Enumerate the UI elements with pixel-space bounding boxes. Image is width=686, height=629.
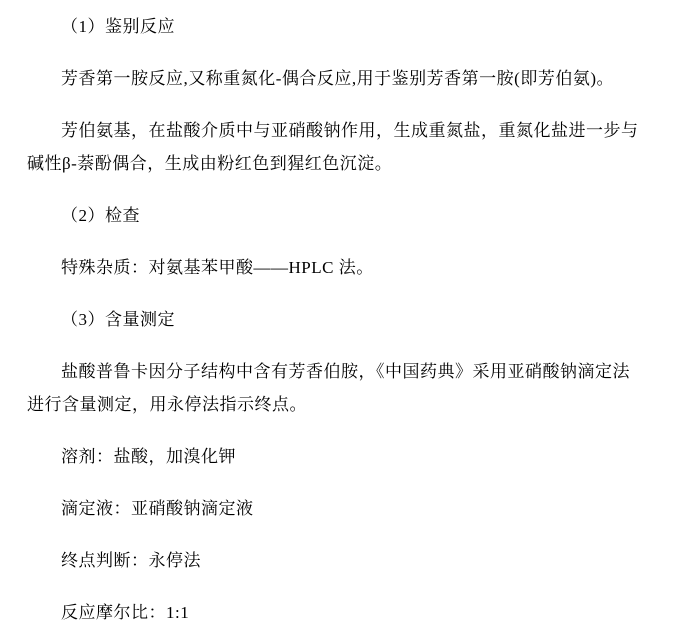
paragraph-aromatic-primary-amine: 芳香第一胺反应,又称重氮化-偶合反应,用于鉴别芳香第一胺(即芳伯氨)。 [61, 69, 614, 88]
paragraph-diazotization-coupling: 芳伯氨基，在盐酸介质中与亚硝酸钠作用，生成重氮盐，重氮化盐进一步与碱性β-萘酚偶合，生成由粉红色到猩红色沉淀。 [27, 121, 639, 173]
section-heading-identification: （1）鉴别反应 [61, 17, 175, 36]
paragraph-special-impurity: 特殊杂质：对氨基苯甲酸——HPLC 法。 [61, 258, 374, 277]
paragraph-solvent: 溶剂：盐酸，加溴化钾 [61, 447, 236, 466]
paragraph-molar-ratio: 反应摩尔比：1:1 [61, 603, 190, 622]
paragraph-assay-method: 盐酸普鲁卡因分子结构中含有芳香伯胺，《中国药典》采用亚硝酸钠滴定法进行含量测定，用永停法指示终点。 [27, 362, 630, 414]
paragraph-endpoint: 终点判断：永停法 [61, 551, 201, 570]
paragraph-titrant: 滴定液：亚硝酸钠滴定液 [61, 499, 254, 518]
section-heading-check: （2）检查 [61, 206, 140, 225]
section-heading-assay: （3）含量测定 [61, 310, 175, 329]
